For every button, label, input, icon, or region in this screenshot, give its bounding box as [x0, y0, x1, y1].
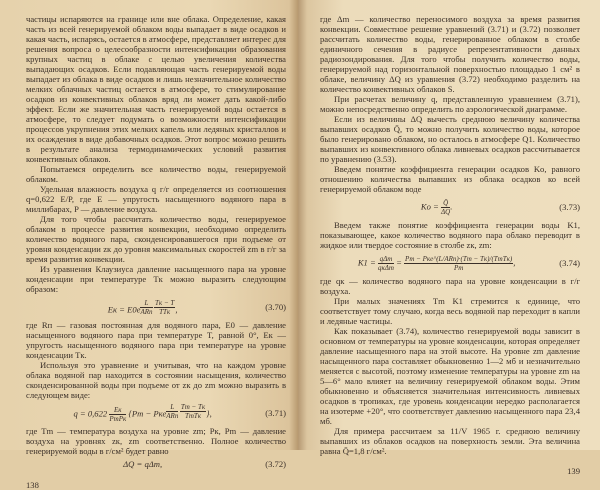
paragraph: Если из величины ΔQ вычесть среднюю величину количества выпавших осадков Q̄, то можно получить количество воды, которое было генерировано облаком, но осталось в атмосфере Q1. Количество выпавших из конвективного облака ливневых осадков рассчитывается по уравнению (3.53). — [320, 114, 580, 164]
equation-formula — [320, 255, 553, 272]
paragraph: Как показывает (3.74), количество генерируемой воды зависит в основном от температуры на уровне конденсации, которая определяет давление насыщенного пара на этой высоте. На уровне zm давление насыщенного пара составляет обыкновенно 1—2 мб и незначительно меняется с высотой, поэтому изменение температуры на уровне zm на 5—6° мало влияет на величину генерируемой облаком воды. Этим обыкновенно и объясняется значительная интенсивность ливневых осадков в тропиках, где уровень конденсации нередко располагается на изотерме +20°, что соответствует давлению насыщенного пара 23,4 мб. — [320, 326, 580, 426]
equation-number: (3.73) — [559, 202, 580, 212]
paragraph: Используя это уравнение и учитывая, что на каждом уровне облака водяной пар находится в состоянии насыщения, количество сконденсированной воды при подъеме от zк до zm можно выразить в следующем виде: — [26, 360, 286, 400]
eq-exp-num: Tm − Tк — [180, 402, 206, 411]
eq-den: Pm — [453, 263, 464, 272]
eq-exp-den: TmTк — [184, 411, 202, 420]
eq-num: Q̄ — [441, 199, 450, 208]
right-page — [298, 0, 600, 476]
right-text-column — [320, 14, 580, 476]
equation-number: (3.71) — [265, 408, 286, 418]
equation-3-73 — [320, 195, 580, 219]
equation-3-70 — [26, 295, 286, 319]
page-number: 138 — [26, 480, 39, 490]
paragraph: где Tm — температура воздуха на уровне zm; Pк, Pm — давление воздуха на уровнях zк, zm соответственно. Полное количество генерируемой воды в г/см² будет равно — [26, 426, 286, 456]
eq-num: qΔm — [379, 254, 393, 263]
eq-den: qкΔm — [377, 263, 394, 272]
eq-exp-num: Tк − T — [155, 298, 175, 307]
paragraph: частицы испаряются на границе или вне облака. Определение, какая часть из всей генерируемой облаком воды выпадает в виде осадков и какая часть, испарясь, остается в атмосфере, представляет интерес для решения вопроса о целесообразности интенсификации образования крупных частиц в облаке с целью увеличения количества выпадающих осадков. Если подавляющая часть генерируемой воды выпадает из облака в виде осадков и лишь незначительное количество мелких облачных частиц остается в атмосфере, то стимулирование осадков из конвективных облаков вряд ли может дать какой-либо эффект. Если же значительная часть генерируемой воды остается в атмосфере, то следует подумать о возможности интенсификации процессов укрупнения этих мелких капель или ледяных кристаллов и их осаждения в виде добавочных осадков. Этот вопрос можно решить в результате анализа термодинамических условий развития конвективных облаков. — [26, 14, 286, 164]
paragraph: Введем понятие коэффициента генерации осадков Kо, равного отношению количества выпавших из облака осадков ко всей генерируемой облаком воде — [320, 164, 580, 194]
equation-3-74 — [320, 251, 580, 275]
equation-formula — [26, 403, 259, 423]
eq-lhs: K1 = — [357, 256, 376, 267]
eq-body: {Pm − Pке — [128, 408, 167, 419]
equation-number: (3.74) — [559, 258, 580, 268]
eq-num: Eк — [109, 406, 126, 415]
paragraph: Введем также понятие коэффициента генерации воды K1, показывающее, какое количество водяного пара облако переводит в жидкое или твердое состояние в столбе zк, zm: — [320, 220, 580, 250]
equation-3-71 — [26, 401, 286, 425]
equation-formula — [26, 299, 259, 316]
paragraph: где Δm — количество переносимого воздуха за время развития конвекции. Совместное решение уравнений (3.71) и (3.72) позволяет рассчитать количество воды, генерированное облаком в столбе единичного сечения в радиусе репрезентативности данных радиозондирования. Для того чтобы получить количество воды, генерируемой над горизонтальной поверхностью площадью 1 см² в облаке, величину ΔQ из уравнения (3.72) необходимо разделить на количество конвективных облаков S. — [320, 14, 580, 94]
eq-tail: , — [513, 256, 516, 267]
eq-tail: . — [450, 200, 453, 211]
paragraph: где qк — количество водяного пара на уровне конденсации в г/г воздуха. — [320, 276, 580, 296]
paragraph: При малых значениях Tm K1 стремится к единице, что соответствует тому случаю, когда весь водяной пар переходит в капли и ледяные частицы. — [320, 296, 580, 326]
eq-lhs: q = 0,622 — [73, 408, 108, 419]
eq-exp-num: L — [140, 299, 152, 308]
paragraph: Для примера рассчитаем за 11/V 1965 г. среднюю величину выпавших из облаков осадков на поверхность земли. Эта величина равна Q̄=1,8 г/см². — [320, 426, 580, 456]
paragraph: Из уравнения Клаузиуса давление насыщенного пара на уровне конденсации при температуре Tк можно выразить следующим образом: — [26, 264, 286, 294]
eq-exp-num: L — [166, 403, 178, 412]
eq-num: Pm − Pкe^(L/ARп)·(Tm − Tк)/(TmTк) — [405, 254, 513, 263]
eq-den: ΔQ — [441, 207, 451, 216]
paragraph: Удельная влажность воздуха q г/г определяется из соотношения q=0,622 E/P, где E — упругость насыщенного водяного пара в миллибарах, P — давление воздуха. — [26, 184, 286, 214]
equation-formula: ΔQ = qΔm, — [123, 458, 163, 469]
eq-tail: }, — [206, 408, 212, 419]
paragraph: При расчетах величину q, представленную уравнением (3.71), можно непосредственно определить по аэрологической диаграмме. — [320, 94, 580, 114]
eq-lhs: Kо = — [420, 200, 439, 211]
equation-3-72 — [26, 457, 286, 470]
paragraph: где Rп — газовая постоянная для водяного пара, E0 — давление насыщенного водяного пара при температуре T, равной 0°, Eк — упругость насыщенного водяного пара при температуре на уровне конденсации Tк. — [26, 320, 286, 360]
paragraph: Попытаемся определить все количество воды, генерируемой облаком. — [26, 164, 286, 184]
eq-exp-den: TTк — [159, 307, 171, 316]
eq-den: PmPк — [109, 415, 127, 424]
page-number: 139 — [567, 466, 580, 476]
left-page — [0, 0, 298, 490]
paragraph: Для того чтобы рассчитать количество воды, генерируемое облаком в процессе развития конвекции, необходимо определить количество водяного пара, сконденсировавшегося при подъеме от уровня конденсации zк до уровня максимальных скоростей zm в г/г за время развития конвекции. — [26, 214, 286, 264]
equation-number: (3.70) — [265, 302, 286, 312]
equation-formula — [320, 199, 553, 216]
eq-lhs: Eк = E0e — [107, 304, 141, 315]
eq-exp-den: ARп — [140, 307, 153, 316]
eq-exp-den: ARп — [166, 411, 179, 420]
eq-equals: = — [396, 256, 402, 267]
equation-number: (3.72) — [265, 458, 286, 469]
left-text-column — [26, 14, 286, 490]
eq-tail: , — [175, 304, 178, 315]
